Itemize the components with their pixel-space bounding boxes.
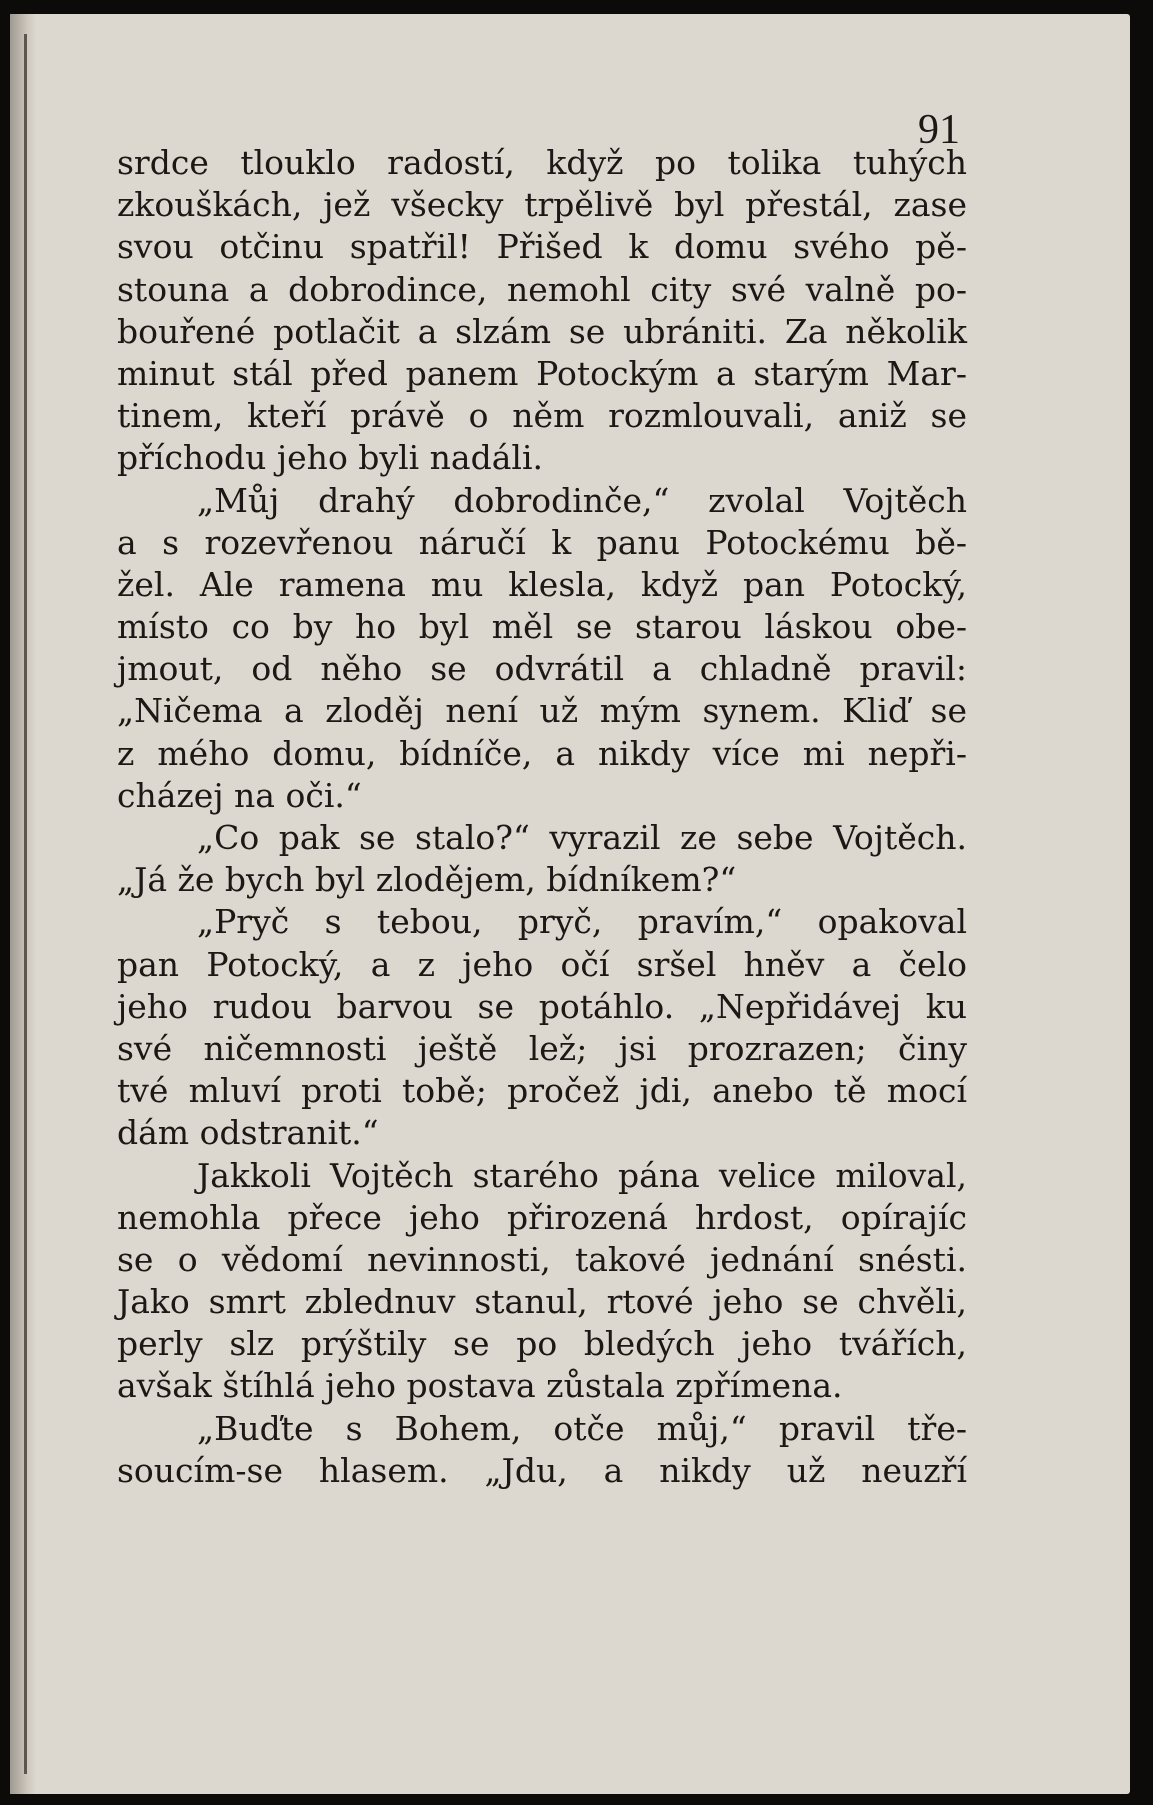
text-line: srdce tlouklo radostí, když po tolika tuhých <box>117 143 967 182</box>
text-line: avšak štíhlá jeho postava zůstala zpřímena. <box>117 1366 843 1406</box>
page-number: 91 <box>918 107 960 153</box>
text-line: cházej na oči.“ <box>117 775 362 815</box>
text-line: dám odstranit.“ <box>117 1113 379 1153</box>
text-line: „Ničema a zloděj není už mým synem. Kliď se <box>117 691 967 731</box>
text-line: Jako smrt zblednuv stanul, rtové jeho se chvěli, <box>117 1282 967 1322</box>
text-line: a s rozevřenou náručí k panu Potockému bě- <box>117 522 967 562</box>
text-line: své ničemnosti ještě lež; jsi prozrazen; činy <box>117 1028 967 1068</box>
text-line: svou otčinu spatřil! Přišed k domu svého pě- <box>117 227 967 267</box>
book-page <box>10 14 1130 1794</box>
text-line: „Můj drahý dobrodinče,“ zvolal Vojtěch <box>197 480 967 520</box>
text-line: Jakkoli Vojtěch starého pána velice miloval, <box>197 1155 967 1195</box>
text-line: zkouškách, jež všecky trpělivě byl přestál, zase <box>117 185 967 225</box>
body-text <box>117 142 967 1492</box>
text-line: z mého domu, bídníče, a nikdy více mi nepři- <box>117 733 967 773</box>
text-line: bouřené potlačit a slzám se ubrániti. Za několik <box>117 311 967 351</box>
text-line: příchodu jeho byli nadáli. <box>117 438 543 478</box>
text-line: soucím-se hlasem. „Jdu, a nikdy už neuzří <box>117 1450 967 1490</box>
text-line: „Co pak se stalo?“ vyrazil ze sebe Vojtěch. <box>197 818 967 857</box>
text-line: „Já že bych byl zlodějem, bídníkem?“ <box>117 860 737 900</box>
text-line: perly slz prýštily se po bledých jeho tvářích, <box>117 1324 967 1364</box>
text-line: jeho rudou barvou se potáhlo. „Nepřidávej ku <box>117 986 967 1026</box>
text-line: stouna a dobrodince, nemohl city své valně po- <box>117 269 967 309</box>
binding-line <box>24 34 27 1774</box>
text-line: minut stál před panem Potockým a starým Mar- <box>117 353 967 393</box>
text-line: tinem, kteří právě o něm rozmlouvali, aniž se <box>117 396 967 436</box>
text-line: pan Potocký, a z jeho očí sršel hněv a čelo <box>117 944 967 984</box>
text-line: místo co by ho byl měl se starou láskou obe- <box>117 607 967 647</box>
page-binding-edge <box>10 14 36 1794</box>
text-line: „Pryč s tebou, pryč, pravím,“ opakoval <box>197 902 967 942</box>
text-line: „Buďte s Bohem, otče můj,“ pravil tře- <box>197 1408 967 1448</box>
text-line: žel. Ale ramena mu klesla, když pan Potocký, <box>117 564 967 604</box>
text-line: nemohla přece jeho přirozená hrdost, opírajíc <box>117 1197 967 1237</box>
text-line: tvé mluví proti tobě; pročež jdi, anebo tě mocí <box>117 1071 967 1111</box>
text-line: se o vědomí nevinnosti, takové jednání snésti. <box>117 1239 967 1279</box>
text-line: jmout, od něho se odvrátil a chladně pravil: <box>117 649 967 689</box>
